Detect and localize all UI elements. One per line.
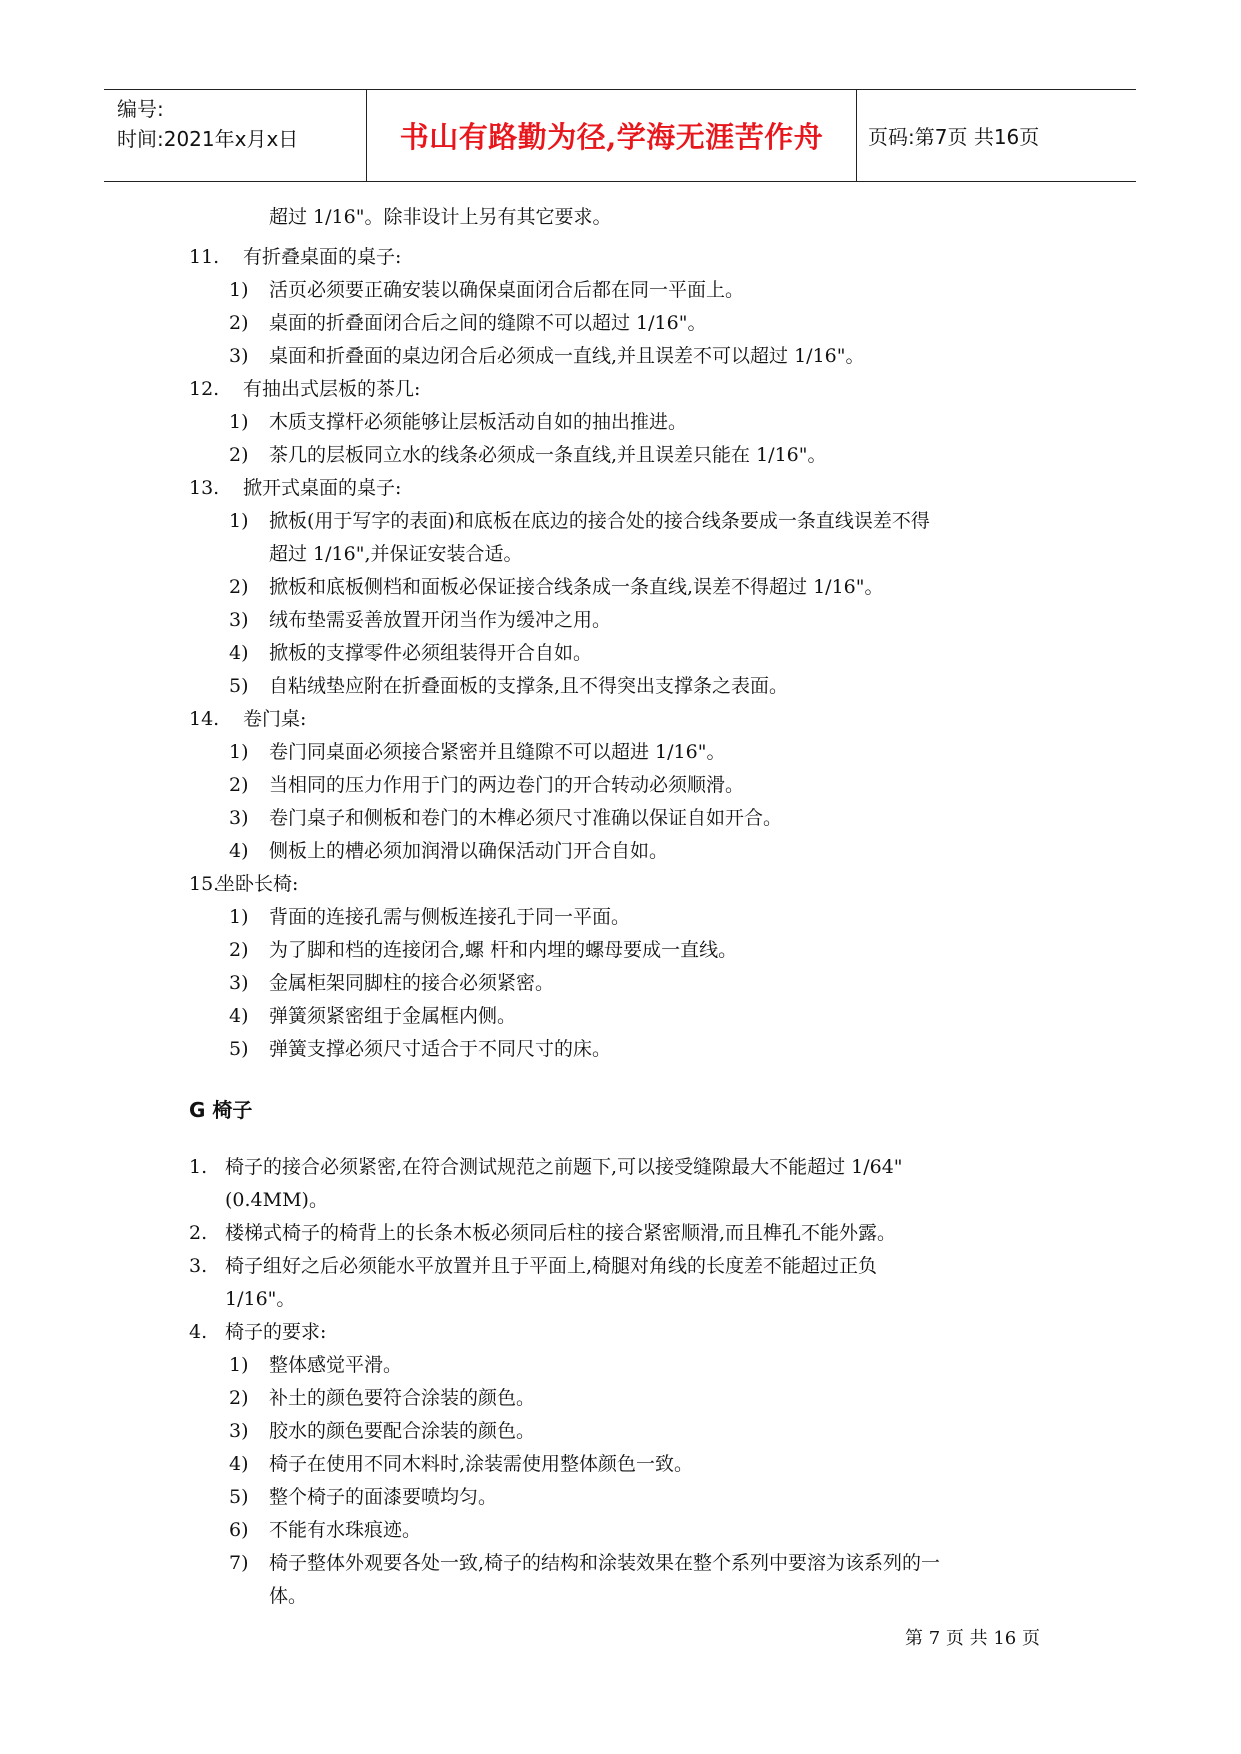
- chair-list-item-text: 1/16"。: [225, 1288, 296, 1310]
- list-item-text: 茶几的层板同立水的线条必须成一条直线,并且误差只能在 1/16"。: [269, 444, 827, 466]
- list-item-number: 5): [229, 675, 249, 697]
- list-item-number: 2): [229, 939, 249, 961]
- chair-list-item-number: 3): [229, 1420, 249, 1442]
- chair-list-item-number: 4): [229, 1453, 249, 1475]
- list-item-text: 坐卧长椅:: [216, 873, 299, 895]
- list-item-number: 3): [229, 972, 249, 994]
- chair-list-item-text: 不能有水珠痕迹。: [269, 1519, 422, 1541]
- list-item-number: 14.: [189, 708, 220, 730]
- list-item-number: 4): [229, 642, 249, 664]
- list-item-text: 超过 1/16",并保证安装合适。: [269, 543, 523, 565]
- chair-list-item-number: 5): [229, 1486, 249, 1508]
- list-item-text: 有折叠桌面的桌子:: [243, 246, 402, 268]
- chair-list-item-number: 3.: [189, 1255, 208, 1277]
- chair-list-item-text: 椅子在使用不同木料时,涂装需使用整体颜色一致。: [269, 1453, 694, 1475]
- list-item-number: 2): [229, 444, 249, 466]
- list-item-text: 有抽出式层板的茶几:: [243, 378, 421, 400]
- list-item-text: 活页必须要正确安装以确保桌面闭合后都在同一平面上。: [269, 279, 745, 301]
- list-item-number: 5): [229, 1038, 249, 1060]
- list-item-number: 4): [229, 840, 249, 862]
- motto-text: 书山有路勤为径,学海无涯苦作舟: [399, 120, 824, 154]
- list-item-number: 3): [229, 807, 249, 829]
- list-item-text: 卷门桌子和侧板和卷门的木榫必须尺寸准确以保证自如开合。: [269, 807, 783, 829]
- list-item-text: 桌面的折叠面闭合后之间的缝隙不可以超过 1/16"。: [269, 312, 707, 334]
- list-item-number: 15.: [189, 873, 220, 895]
- list-item-text: 为了脚和档的连接闭合,螺 杆和内埋的螺母要成一直线。: [269, 939, 738, 961]
- list-item-number: 1): [229, 510, 249, 532]
- chair-list-item-text: 椅子的接合必须紧密,在符合测试规范之前题下,可以接受缝隙最大不能超过 1/64": [225, 1156, 903, 1178]
- list-item-number: 13.: [189, 477, 220, 499]
- chair-list-item-text: 补土的颜色要符合涂装的颜色。: [269, 1387, 536, 1409]
- header-motto-cell: [367, 90, 857, 181]
- list-item-text: 掀开式桌面的桌子:: [243, 477, 402, 499]
- list-item-number: 3): [229, 345, 249, 367]
- list-item-text: 侧板上的槽必须加润滑以确保活动门开合自如。: [269, 840, 669, 862]
- page-footer: 第 7 页 共 16 页: [905, 1628, 1040, 1649]
- list-item-number: 4): [229, 1005, 249, 1027]
- list-item-text: 掀板(用于写字的表面)和底板在底边的接合处的接合线条要成一条直线误差不得: [269, 510, 930, 532]
- chair-list-item-text: 胶水的颜色要配合涂装的颜色。: [269, 1420, 536, 1442]
- list-item-number: 3): [229, 609, 249, 631]
- chair-list-item-text: 整体感觉平滑。: [269, 1354, 403, 1376]
- list-item-text: 当相同的压力作用于门的两边卷门的开合转动必须顺滑。: [269, 774, 745, 796]
- chair-list-item-number: 1.: [189, 1156, 208, 1178]
- list-item-text: 桌面和折叠面的桌边闭合后必须成一直线,并且误差不可以超过 1/16"。: [269, 345, 865, 367]
- list-item-number: 12.: [189, 378, 220, 400]
- chair-list-item-text: 整个椅子的面漆要喷均匀。: [269, 1486, 498, 1508]
- list-item-text: 自粘绒垫应附在折叠面板的支撑条,且不得突出支撑条之表面。: [269, 675, 789, 697]
- page-number-label: 页码:第7页 共16页: [868, 125, 1040, 149]
- list-item-text: 掀板和底板侧档和面板必保证接合线条成一条直线,误差不得超过 1/16"。: [269, 576, 884, 598]
- list-item-number: 1): [229, 741, 249, 763]
- page-header: [104, 89, 1136, 182]
- list-item-number: 1): [229, 279, 249, 301]
- list-item-number: 2): [229, 774, 249, 796]
- chair-list-item-text: 体。: [269, 1585, 308, 1607]
- list-item-text: 木质支撑杆必须能够让层板活动自如的抽出推进。: [269, 411, 688, 433]
- list-item-number: 1): [229, 411, 249, 433]
- header-info-cell: [104, 90, 367, 181]
- chair-list-item-number: 7): [229, 1552, 249, 1574]
- list-item-text: 弹簧须紧密组于金属框内侧。: [269, 1005, 517, 1027]
- list-item-text: 卷门同桌面必须接合紧密并且缝隙不可以超进 1/16"。: [269, 741, 726, 763]
- chair-list-item-number: 6): [229, 1519, 249, 1541]
- chair-list-item-text: 椅子的要求:: [225, 1321, 327, 1343]
- date-label: 时间:2021年x月x日: [117, 127, 299, 151]
- list-item-text: 金属柜架同脚柱的接合必须紧密。: [269, 972, 555, 994]
- list-item-number: 2): [229, 312, 249, 334]
- section-g-heading: G 椅子: [189, 1098, 253, 1122]
- list-item-text: 弹簧支撑必须尺寸适合于不同尺寸的床。: [269, 1038, 612, 1060]
- chair-list-item-number: 2): [229, 1387, 249, 1409]
- list-item-number: 2): [229, 576, 249, 598]
- serial-number-label: 编号:: [117, 97, 164, 121]
- chair-list-item-number: 2.: [189, 1222, 208, 1244]
- chair-list-item-text: 楼梯式椅子的椅背上的长条木板必须同后柱的接合紧密顺滑,而且榫孔不能外露。: [225, 1222, 897, 1244]
- list-item-text: 卷门桌:: [243, 708, 307, 730]
- chair-list-item-text: 椅子组好之后必须能水平放置并且于平面上,椅腿对角线的长度差不能超过正负: [225, 1255, 878, 1277]
- list-item-text: 掀板的支撑零件必须组装得开合自如。: [269, 642, 593, 664]
- chair-list-item-text: (0.4MM)。: [225, 1189, 328, 1211]
- chair-list-item-text: 椅子整体外观要各处一致,椅子的结构和涂装效果在整个系列中要溶为该系列的一: [269, 1552, 941, 1574]
- chair-list-item-number: 1): [229, 1354, 249, 1376]
- list-item-text: 绒布垫需妥善放置开闭当作为缓冲之用。: [269, 609, 612, 631]
- list-item-number: 1): [229, 906, 249, 928]
- list-item-text: 超过 1/16"。除非设计上另有其它要求。: [269, 206, 612, 228]
- list-item-text: 背面的连接孔需与侧板连接孔于同一平面。: [269, 906, 631, 928]
- chair-list-item-number: 4.: [189, 1321, 208, 1343]
- header-page-cell: [857, 90, 1136, 181]
- list-item-number: 11.: [189, 246, 220, 268]
